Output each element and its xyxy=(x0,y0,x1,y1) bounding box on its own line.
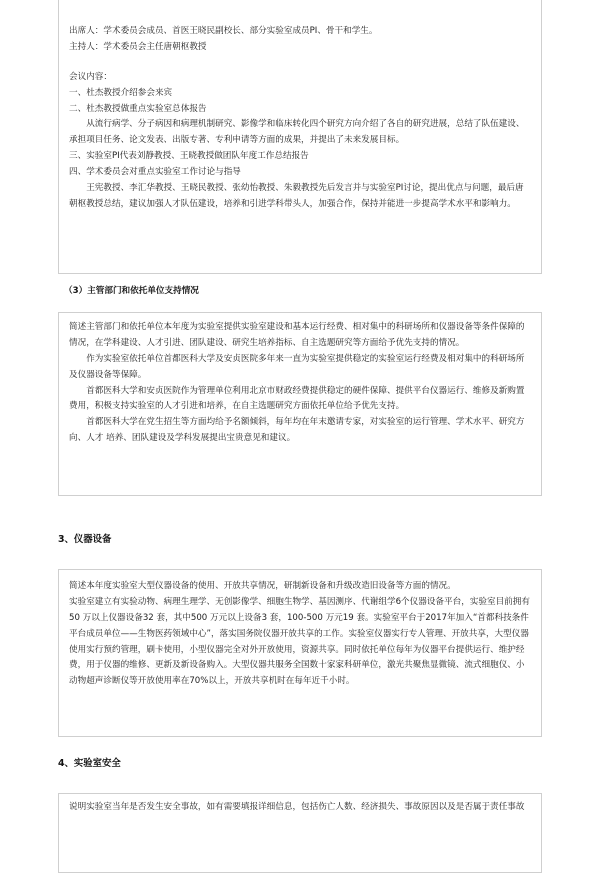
meeting-item-detail: 从流行病学、分子病因和病理机制研究、影像学和临床转化四个研究方向介绍了各自的研究进展，总结了队伍建设、承担项目任务、论文发表、出版专著、专利申请等方面的成果，并提出了未来发展目标。 xyxy=(69,119,525,146)
support-heading: （3）主管部门和依托单位支持情况 xyxy=(64,286,199,296)
safety-box xyxy=(58,793,542,873)
safety-paragraph: 说明实验室当年是否发生安全事故，如有需要填报详细信息，包括伤亡人数、经济损失、事故原因以及是否属于责任事故 xyxy=(69,802,525,812)
instruments-box xyxy=(58,569,542,737)
spacer xyxy=(69,56,531,70)
meeting-item-detail: 王宪教授、李汇华教授、王晓民教授、张幼怡教授、朱毅教授先后发言并与实验室PI讨论，提出优点与问题，最后唐朝枢教授总结，建议加强人才队伍建设，培养和引进学科带头人，加强合作，保持并能进一步提高学术水平和影响力。 xyxy=(69,183,524,209)
instruments-paragraph: 简述本年度实验室大型仪器设备的使用、开放共享情况，研制新设备和升级改造旧设备等方面的情况。 xyxy=(69,581,456,591)
support-paragraph: 作为实验室依托单位首都医科大学及安贞医院多年来一直为实验室提供稳定的实验室运行经费及相对集中的科研场所及仪器设备等保障。 xyxy=(69,353,525,380)
support-box xyxy=(58,312,542,496)
support-paragraph: 首都医科大学在党生招生等方面均给予名额倾斜，每年均在年末邀请专家，对实验室的运行管理、学术水平、研究方向、人才 培养、团队建设及学科发展提出宝贵意见和建议。 xyxy=(69,417,525,444)
support-paragraph: 简述主管部门和依托单位本年度为实验室提供实验室建设和基本运行经费、相对集中的科研场所和仪器设备等条件保障的情况，在学科建设、人才引进、团队建设、研究生培养指标、自主选题研究等方面给予优先支持的情况。 xyxy=(69,322,525,348)
instruments-heading: 3、仪器设备 xyxy=(58,534,112,545)
meeting-host: 主持人：学术委员会主任唐朝枢教授 xyxy=(69,41,207,52)
meeting-content-label: 会议内容： xyxy=(69,71,112,82)
meeting-attendees: 出席人：学术委员会成员、首医王晓民副校长、部分实验室成员PI、骨干和学生。 xyxy=(69,26,378,36)
instruments-paragraph: 实验室建立有实验动物、病理生理学、无创影像学、细胞生物学、基因测序、代谢组学6个仪器设备平台，实验室目前拥有50 万以上仪器设备32 套，其中500 万元以上设备3 套，100-500 万元19 套。实验室平台于2017年加入“首都科技条件平台成员单位——生物医药领域中心”，落实国务院仪器开放共享的工作。实验室仪器实行专人管理、开放共享，大型仪器使用实行预约管理，刷卡使用，小型仪器完全对外开放使用，资源共享。同时依托单位每年为仪器平台提供运行、维护经费，用于仪器的维修、更新及新设备购入。大型仪器共服务全国数十家家科研单位，激光共聚焦显微镜、流式细胞仪、小动物超声诊断仪等开放使用率在70%以上，开放共享机时在每年近千小时。 xyxy=(69,596,530,687)
safety-heading: 4、实验室安全 xyxy=(58,758,121,769)
meeting-item: 一、杜杰教授介绍参会来宾 xyxy=(69,87,173,98)
meeting-item: 四、学术委员会对重点实验室工作讨论与指导 xyxy=(69,167,241,178)
meeting-item: 三、实验室PI代表刘静教授、王晓教授做团队年度工作总结报告 xyxy=(69,151,309,162)
meeting-box xyxy=(58,0,542,274)
support-paragraph: 首都医科大学和安贞医院作为管理单位利用北京市财政经费提供稳定的硬件保障、提供平台仪器运行、维修及新购置费用，积极支持实验室的人才引进和培养，在自主选题研究方面依托单位给予优先支持。 xyxy=(69,385,525,412)
meeting-item: 二、杜杰教授做重点实验室总体报告 xyxy=(69,103,207,114)
